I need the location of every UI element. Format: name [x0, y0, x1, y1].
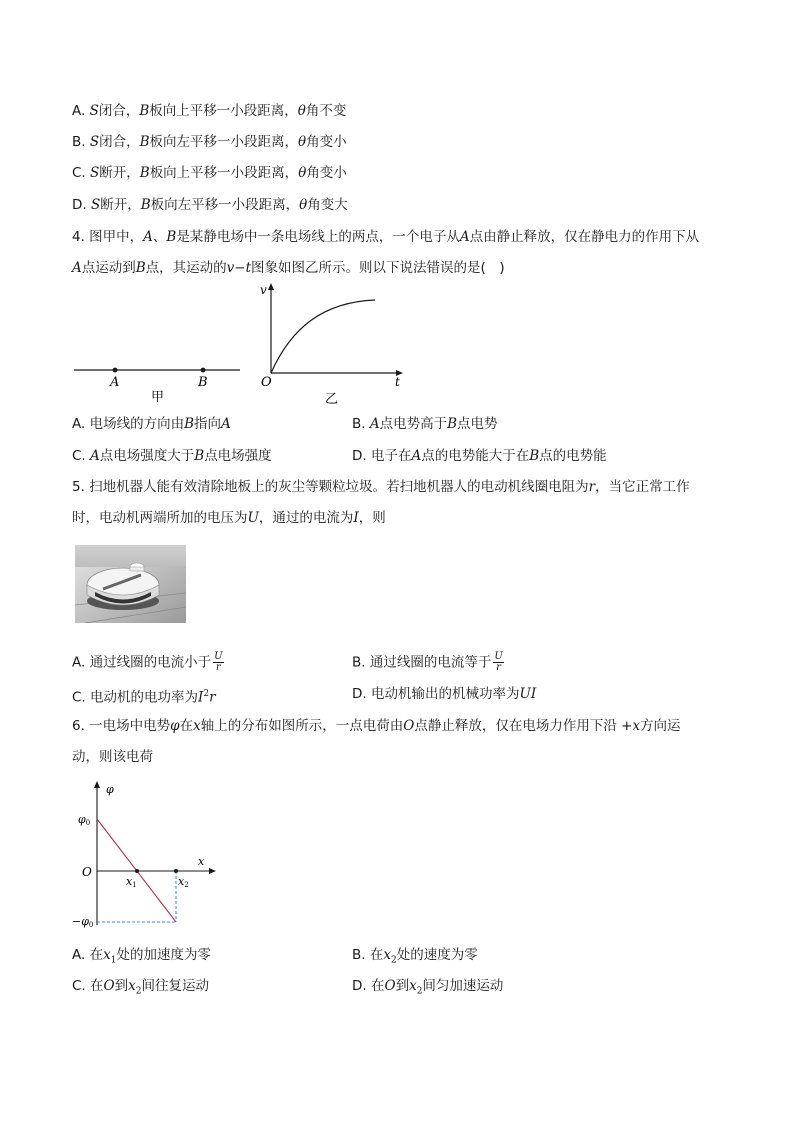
- phi-axis-label: φ: [106, 783, 114, 796]
- q6-option-b: B. 在$x_2$处的速度为零: [352, 947, 478, 966]
- x2-dot: [174, 869, 178, 873]
- q3-option-c: C. S断开，B板向上平移一小段距离，θ角变小: [72, 165, 347, 181]
- x1-label: x1: [126, 875, 137, 889]
- q5-stem-line1: 5. 扫地机器人能有效清除地板上的灰尘等颗粒垃圾。若扫地机器人的电动机线圈电阻为r，当它正常工作: [72, 479, 690, 495]
- x-axis-label: x: [198, 855, 205, 868]
- q3-option-d: D. S断开，B板向左平移一小段距离，θ角变大: [72, 197, 348, 213]
- q4-option-c: C. A点电场强度大于B点电场强度: [72, 448, 272, 464]
- origin-label: O: [261, 375, 272, 390]
- point-b-dot: [201, 368, 206, 373]
- q5-option-c: C. 电动机的电功率为$I^2r$: [72, 689, 216, 706]
- x2-label: x2: [178, 875, 189, 889]
- v-axis-label: v: [260, 283, 267, 297]
- q4-figure-field-line: [72, 355, 247, 405]
- t-axis-label: t: [395, 375, 400, 389]
- figure-yi-caption: 乙: [325, 392, 339, 407]
- q3-option-b: B. S闭合，B板向左平移一小段距离，θ角变小: [72, 134, 347, 150]
- neg-phi0-label: −φ0: [72, 915, 94, 929]
- figure-jia-caption: 甲: [151, 390, 165, 405]
- x1-dot: [135, 869, 139, 873]
- phi0-label: φ0: [78, 813, 91, 827]
- v-axis-arrow: [268, 283, 274, 290]
- q4-stem-line1: 4. 图甲中，A、B是某静电场中一条电场线上的两点，一个电子从A点由静止释放，仅在静电力的作用下从: [72, 229, 700, 245]
- q5-option-a: A. 通过线圈的电流小于 $\frac{U}{r}$: [72, 651, 223, 673]
- fraction-u-over-r: $\frac{U}{r}$: [214, 651, 223, 673]
- point-b-label: B: [198, 375, 208, 390]
- q5-stem-line2: 时，电动机两端所加的电压为U，通过的电流为I，则: [72, 510, 386, 526]
- q6-stem-line2: 动，则该电荷: [72, 749, 153, 765]
- q4-stem-line2: A点运动到B点，其运动的v−t图象如图乙所示。则以下说法错误的是( ): [72, 260, 505, 276]
- vt-curve: [271, 300, 375, 373]
- q4-option-b: B. A点电势高于B点电势: [352, 416, 498, 432]
- q6-option-a: A. 在$x_1$处的加速度为零: [72, 947, 211, 966]
- point-a-dot: [113, 368, 118, 373]
- q4-figure-vt-graph: [255, 280, 405, 408]
- phi-axis-arrow: [94, 781, 100, 788]
- q6-option-c: C. 在O到$x_2$间往复运动: [72, 978, 209, 997]
- q6-option-d: D. 在O到$x_2$间匀加速运动: [352, 978, 504, 997]
- q6-stem-line1: 6. 一电场中电势φ在x轴上的分布如图所示，一点电荷由O点静止释放，仅在电场力作用下沿 +x方向运: [72, 718, 681, 734]
- q4-option-a: A. 电场线的方向由B指向A: [72, 416, 231, 432]
- q6-figure-phi-x-graph: [70, 777, 230, 932]
- fraction-u-over-r: $\frac{U}{r}$: [494, 651, 503, 673]
- q3-option-a: A. S闭合，B板向上平移一小段距离，θ角不变: [72, 103, 347, 119]
- q4-option-d: D. 电子在A点的电势能大于在B点的电势能: [352, 448, 607, 464]
- x-axis-arrow: [209, 868, 216, 874]
- q5-option-b: B. 通过线圈的电流等于 $\frac{U}{r}$: [352, 651, 503, 673]
- robot-vacuum-photo: [75, 545, 186, 623]
- point-a-label: A: [110, 375, 120, 390]
- origin-label: O: [82, 865, 92, 879]
- q5-option-d: D. 电动机输出的机械功率为UI: [352, 686, 537, 702]
